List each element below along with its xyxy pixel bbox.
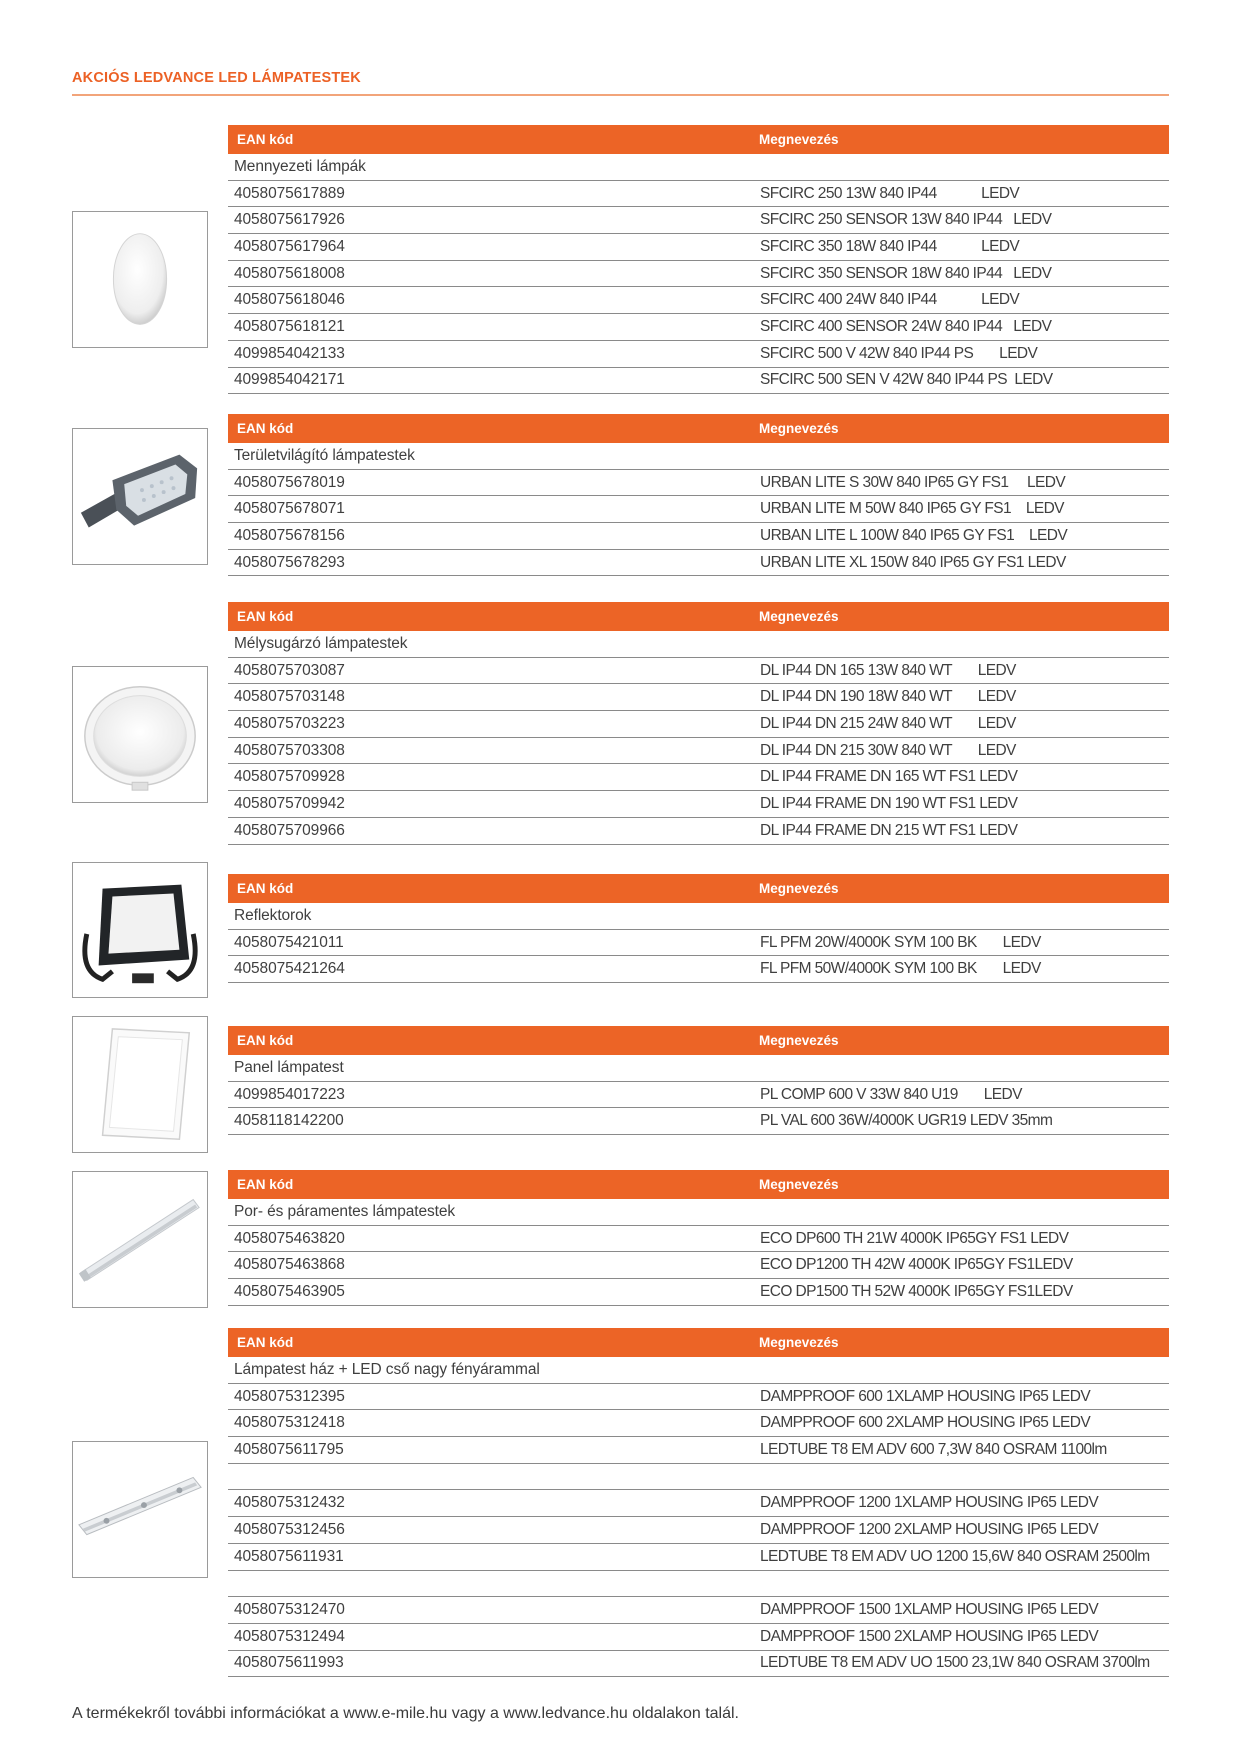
ean-code: 4058075312456 [234, 1520, 345, 1538]
column-header-name: Megnevezés [759, 1177, 839, 1192]
table-row [228, 1624, 1169, 1651]
table-row [228, 1651, 1169, 1678]
product-name: DAMPPROOF 600 1XLAMP HOUSING IP65 LEDV [760, 1387, 1091, 1405]
table-row [228, 764, 1169, 791]
column-header-name: Megnevezés [759, 881, 839, 896]
table-row [228, 1464, 1169, 1491]
table-header [228, 602, 1169, 631]
product-name: SFCIRC 400 SENSOR 24W 840 IP44 LEDV [760, 317, 1052, 335]
column-header-ean: EAN kód [237, 1177, 294, 1192]
table-row [228, 234, 1169, 261]
product-name: FL PFM 20W/4000K SYM 100 BK LEDV [760, 933, 1041, 951]
ean-code: 4058075703148 [234, 688, 345, 706]
product-name: SFCIRC 250 13W 840 IP44 LEDV [760, 184, 1020, 202]
ean-code: 4058075617964 [234, 237, 345, 255]
ean-code: 4058075611931 [234, 1547, 344, 1565]
category-title [228, 1199, 1169, 1226]
table-row [228, 1490, 1169, 1517]
category-title [228, 443, 1169, 470]
product-name: LEDTUBE T8 EM ADV 600 7,3W 840 OSRAM 1100lm [760, 1440, 1107, 1458]
table-header [228, 1026, 1169, 1055]
category-label: Por- és páramentes lámpatestek [234, 1202, 455, 1220]
panel-light-image [72, 1016, 208, 1153]
ean-code: 4058075709942 [234, 794, 345, 812]
downlight-image [72, 666, 208, 803]
product-name: PL VAL 600 36W/4000K UGR19 LEDV 35mm [760, 1112, 1053, 1130]
street-light-image [72, 428, 208, 565]
product-name: DL IP44 DN 165 13W 840 WT LEDV [760, 661, 1016, 679]
table-row [228, 711, 1169, 738]
ean-code: 4058075703223 [234, 714, 345, 732]
product-name: DL IP44 FRAME DN 165 WT FS1 LEDV [760, 768, 1018, 786]
ean-code: 4099854017223 [234, 1085, 345, 1103]
category-label: Mennyezeti lámpák [234, 157, 366, 175]
table-row [228, 1437, 1169, 1464]
table-header [228, 874, 1169, 903]
product-name: DL IP44 FRAME DN 190 WT FS1 LEDV [760, 794, 1018, 812]
product-name: PL COMP 600 V 33W 840 U19 LEDV [760, 1085, 1022, 1103]
table-header [228, 125, 1169, 154]
column-header-name: Megnevezés [759, 421, 839, 436]
category-label: Lámpatest ház + LED cső nagy fényárammal [234, 1360, 540, 1378]
category-label: Területvilágító lámpatestek [234, 446, 415, 464]
table-row [228, 1108, 1169, 1135]
table-header [228, 414, 1169, 443]
ceiling-lamp-image [72, 211, 208, 348]
ean-code: 4058075617889 [234, 184, 345, 202]
product-name: SFCIRC 350 SENSOR 18W 840 IP44 LEDV [760, 264, 1052, 282]
section-downlights [228, 602, 1169, 845]
table-row [228, 818, 1169, 845]
page-title: AKCIÓS LEDVANCE LED LÁMPATESTEK [72, 70, 361, 86]
ean-code: 4058075678156 [234, 526, 345, 544]
ean-code: 4058075421011 [234, 933, 344, 951]
product-name: DAMPPROOF 1200 2XLAMP HOUSING IP65 LEDV [760, 1520, 1099, 1538]
ean-code: 4058075678071 [234, 500, 345, 518]
product-name: DAMPPROOF 600 2XLAMP HOUSING IP65 LEDV [760, 1414, 1091, 1432]
section-waterproof-battens [228, 1170, 1169, 1306]
product-name: URBAN LITE XL 150W 840 IP65 GY FS1 LEDV [760, 553, 1066, 571]
table-row [228, 207, 1169, 234]
ean-code: 4058075678293 [234, 553, 345, 571]
column-header-name: Megnevezés [759, 1033, 839, 1048]
ean-code: 4058075611993 [234, 1654, 344, 1672]
product-name: DL IP44 FRAME DN 215 WT FS1 LEDV [760, 821, 1018, 839]
product-name: ECO DP1200 TH 42W 4000K IP65GY FS1LEDV [760, 1256, 1073, 1274]
column-header-ean: EAN kód [237, 1335, 294, 1350]
table-row [228, 930, 1169, 957]
waterproof-batten-image [72, 1171, 208, 1308]
ean-code: 4058075312395 [234, 1387, 345, 1405]
product-name: SFCIRC 350 18W 840 IP44 LEDV [760, 237, 1020, 255]
header-divider [72, 94, 1169, 96]
product-name: DAMPPROOF 1500 1XLAMP HOUSING IP65 LEDV [760, 1601, 1099, 1619]
table-header [228, 1170, 1169, 1199]
ean-code: 4058075312470 [234, 1601, 345, 1619]
ean-code: 4058075703087 [234, 661, 345, 679]
ean-code: 4099854042133 [234, 344, 345, 362]
footer-note: A termékekről további információkat a www.e-mile.hu vagy a www.ledvance.hu oldalakon talál. [72, 1705, 739, 1722]
product-name: ECO DP1500 TH 52W 4000K IP65GY FS1LEDV [760, 1282, 1073, 1300]
product-name: URBAN LITE M 50W 840 IP65 GY FS1 LEDV [760, 500, 1064, 518]
table-row [228, 1279, 1169, 1306]
product-name: DL IP44 DN 215 24W 840 WT LEDV [760, 714, 1016, 732]
ean-code: 4058075312432 [234, 1494, 345, 1512]
product-name: DL IP44 DN 190 18W 840 WT LEDV [760, 688, 1016, 706]
section-floodlights [228, 874, 1169, 983]
product-name: URBAN LITE S 30W 840 IP65 GY FS1 LEDV [760, 473, 1066, 491]
column-header-ean: EAN kód [237, 132, 294, 147]
ean-code: 4058075678019 [234, 473, 345, 491]
product-name: URBAN LITE L 100W 840 IP65 GY FS1 LEDV [760, 526, 1068, 544]
ean-code: 4058075703308 [234, 741, 345, 759]
product-name: ECO DP600 TH 21W 4000K IP65GY FS1 LEDV [760, 1229, 1069, 1247]
column-header-name: Megnevezés [759, 609, 839, 624]
table-row [228, 1410, 1169, 1437]
category-title [228, 1357, 1169, 1384]
product-name: LEDTUBE T8 EM ADV UO 1500 23,1W 840 OSRAM 3700lm [760, 1654, 1150, 1672]
column-header-ean: EAN kód [237, 609, 294, 624]
ean-code: 4058075421264 [234, 960, 345, 978]
ean-code: 4058075312418 [234, 1414, 345, 1432]
table-row [228, 181, 1169, 208]
product-name: SFCIRC 500 V 42W 840 IP44 PS LEDV [760, 344, 1038, 362]
section-panel-lights [228, 1026, 1169, 1135]
table-row [228, 956, 1169, 983]
product-name: SFCIRC 400 24W 840 IP44 LEDV [760, 291, 1020, 309]
ean-code: 4058075709928 [234, 768, 345, 786]
table-row [228, 684, 1169, 711]
category-title [228, 631, 1169, 658]
table-row [228, 261, 1169, 288]
table-row [228, 550, 1169, 577]
table-row [228, 314, 1169, 341]
table-row [228, 368, 1169, 395]
table-row [228, 1384, 1169, 1411]
table-row [228, 738, 1169, 765]
section-area-lights [228, 414, 1169, 576]
ean-code: 4058075618046 [234, 291, 345, 309]
section-ceiling-lamps [228, 125, 1169, 394]
category-title [228, 154, 1169, 181]
ean-code: 4058075312494 [234, 1627, 345, 1645]
damp-proof-housing-image [72, 1441, 208, 1578]
column-header-name: Megnevezés [759, 132, 839, 147]
product-name: FL PFM 50W/4000K SYM 100 BK LEDV [760, 960, 1041, 978]
ean-code: 4058075617926 [234, 211, 345, 229]
product-name: DL IP44 DN 215 30W 840 WT LEDV [760, 741, 1016, 759]
ean-code: 4058075463905 [234, 1282, 345, 1300]
table-row [228, 496, 1169, 523]
table-row [228, 1571, 1169, 1598]
ean-code: 4058075463868 [234, 1256, 345, 1274]
ean-code: 4058118142200 [234, 1112, 344, 1130]
table-row [228, 658, 1169, 685]
category-label: Reflektorok [234, 906, 312, 924]
category-title [228, 903, 1169, 930]
category-label: Panel lámpatest [234, 1058, 344, 1076]
table-row [228, 1597, 1169, 1624]
table-row [228, 287, 1169, 314]
product-name: LEDTUBE T8 EM ADV UO 1200 15,6W 840 OSRAM 2500lm [760, 1547, 1150, 1565]
ean-code: 4058075463820 [234, 1229, 345, 1247]
table-row [228, 470, 1169, 497]
table-row [228, 1544, 1169, 1571]
table-row [228, 1252, 1169, 1279]
ean-code: 4058075618121 [234, 317, 345, 335]
product-name: DAMPPROOF 1200 1XLAMP HOUSING IP65 LEDV [760, 1494, 1099, 1512]
product-name: DAMPPROOF 1500 2XLAMP HOUSING IP65 LEDV [760, 1627, 1099, 1645]
table-row [228, 1226, 1169, 1253]
category-title [228, 1055, 1169, 1082]
product-name: SFCIRC 500 SEN V 42W 840 IP44 PS LEDV [760, 371, 1053, 389]
ean-code: 4099854042171 [234, 371, 345, 389]
ean-code: 4058075611795 [234, 1440, 344, 1458]
column-header-ean: EAN kód [237, 1033, 294, 1048]
page-header [72, 70, 1169, 96]
ean-code: 4058075709966 [234, 821, 345, 839]
table-row [228, 791, 1169, 818]
table-header [228, 1328, 1169, 1357]
table-row [228, 341, 1169, 368]
product-name: SFCIRC 250 SENSOR 13W 840 IP44 LEDV [760, 211, 1052, 229]
category-label: Mélysugárzó lámpatestek [234, 634, 408, 652]
column-header-name: Megnevezés [759, 1335, 839, 1350]
table-row [228, 523, 1169, 550]
floodlight-image [72, 862, 208, 998]
table-row [228, 1517, 1169, 1544]
ean-code: 4058075618008 [234, 264, 345, 282]
column-header-ean: EAN kód [237, 881, 294, 896]
section-housing-tubes [228, 1328, 1169, 1677]
table-row [228, 1082, 1169, 1109]
column-header-ean: EAN kód [237, 421, 294, 436]
